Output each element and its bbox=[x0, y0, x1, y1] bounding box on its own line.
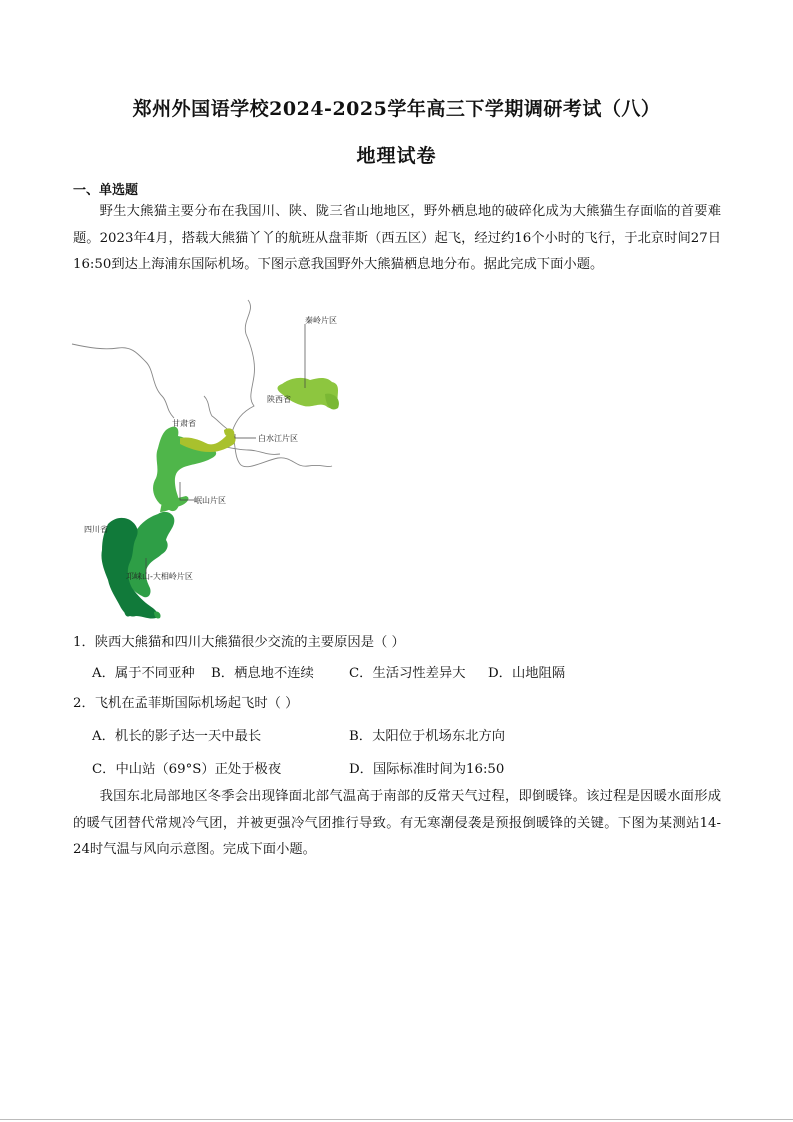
boundary-line bbox=[220, 446, 280, 454]
intro-passage-2: 我国东北局部地区冬季会出现锋面北部气温高于南部的反常天气过程，即倒暖锋。该过程是因暖水面形成的暖气团替代常规冷气团，并被更强冷气团推行导致。有无寒潮侵袭是预报倒暖锋的关键。下图为某测站14-24时气温与风向示意图。完成下面小题。 bbox=[73, 789, 721, 857]
q1-option-b[interactable]: B．栖息地不连续 bbox=[211, 666, 314, 681]
map-label-shaanxi: 陕西省 bbox=[267, 395, 291, 404]
map-label-minshan: 岷山片区 bbox=[194, 496, 226, 505]
q2-option-c[interactable]: C．中山站（69°S）正处于极夜 bbox=[92, 762, 282, 777]
q1-option-d[interactable]: D．山地阻隔 bbox=[488, 666, 566, 681]
boundary-line bbox=[232, 300, 255, 432]
intro-passage-1: 野生大熊猫主要分布在我国川、陕、陇三省山地地区，野外栖息地的破碎化成为大熊猫生存面临的首要难题。2023年4月，搭载大熊猫丫丫的航班从盘菲斯（西五区）起飞，经过约16个小时的飞行，于北京时间27日16:50到达上海浦东国际机场。下图示意我国野外大熊猫栖息地分布。据此完成下面小题。 bbox=[73, 204, 721, 272]
boundary-line bbox=[72, 344, 174, 418]
q1-option-c[interactable]: C．生活习性差异大 bbox=[349, 666, 466, 681]
page-divider bbox=[0, 1119, 793, 1120]
exam-title: 郑州外国语学校2024-2025学年高三下学期调研考试（八） bbox=[132, 98, 661, 120]
section-heading: 一、单选题 bbox=[73, 183, 139, 198]
exam-subtitle: 地理试卷 bbox=[356, 145, 437, 167]
map-label-baishuijiang: 白水江片区 bbox=[258, 434, 298, 443]
q2-option-b[interactable]: B．太阳位于机场东北方向 bbox=[349, 729, 506, 744]
leader-line bbox=[235, 434, 256, 438]
map-label-qionglai: 邛崃山-大相岭片区 bbox=[126, 572, 193, 581]
boundary-line bbox=[204, 396, 232, 432]
panda-habitat-map bbox=[70, 298, 340, 628]
map-label-qinling: 秦岭片区 bbox=[305, 316, 337, 325]
q2-option-d[interactable]: D．国际标准时间为16:50 bbox=[349, 762, 505, 777]
question-2: 2．飞机在孟菲斯国际机场起飞时（ ） bbox=[73, 696, 299, 711]
map-label-sichuan: 四川省 bbox=[84, 525, 108, 534]
q2-option-a[interactable]: A．机长的影子达一天中最长 bbox=[92, 729, 262, 744]
q1-option-a[interactable]: A．属于不同亚种 bbox=[92, 666, 195, 681]
question-1: 1．陕西大熊猫和四川大熊猫很少交流的主要原因是（ ） bbox=[73, 635, 405, 650]
map-label-gansu: 甘肃省 bbox=[172, 419, 196, 428]
